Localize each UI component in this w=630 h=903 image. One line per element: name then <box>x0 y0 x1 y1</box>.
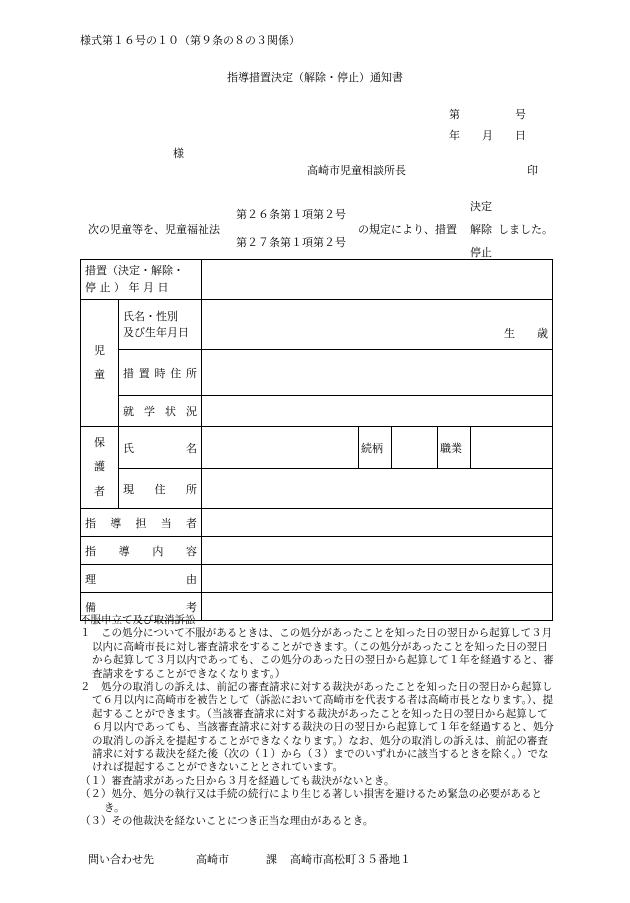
notice-middle: の規定により、措置 <box>358 223 457 236</box>
current-address-label: 現住所 <box>119 469 202 509</box>
measure-date-label: 措置（決定・解除・ 停 止 ） 年 月 日 <box>81 260 202 300</box>
document-number: 第 号 <box>449 108 526 121</box>
addressee-suffix: 様 <box>173 147 184 160</box>
measure-date-field[interactable] <box>202 260 553 300</box>
reason-label: 理由 <box>81 565 202 593</box>
school-status-label: 就学状況 <box>119 396 202 427</box>
child-address-label: 措置時住所 <box>119 350 202 396</box>
birth-age-suffix: 生 歳 <box>504 327 549 340</box>
notes-sub-1: （１）審査請求があった日から３月を経過しても裁決がないとき。 <box>80 774 395 787</box>
inquiry-city: 高崎市 <box>196 853 229 866</box>
notice-prefix: 次の児童等を、児童福祉法 <box>88 223 220 236</box>
guardian-name-field[interactable] <box>202 427 359 469</box>
child-group-label: 児 童 <box>81 300 119 427</box>
child-name-field[interactable] <box>202 300 553 350</box>
notes-heading: 不服申立て及び取消訴訟 <box>80 614 196 626</box>
option-decide: 決定 <box>470 200 492 213</box>
child-name-label: 氏名・性別 及び生年月日 <box>119 300 202 350</box>
occupation-label: 職業 <box>438 427 471 469</box>
measure-form-table <box>80 259 553 621</box>
guardian-group-label: 保 護 者 <box>81 427 119 509</box>
remarks-label: 備考 <box>81 593 202 621</box>
officer-label: 指導担当者 <box>81 509 202 537</box>
guardian-name-label: 氏名 <box>119 427 202 469</box>
notes-sub-3: （３）その他裁決を経ないことにつき正当な理由があるとき。 <box>80 815 374 828</box>
seal-mark: 印 <box>527 164 538 177</box>
occupation-field[interactable] <box>471 427 553 469</box>
current-address-field[interactable] <box>202 469 553 509</box>
reason-field[interactable] <box>202 565 553 593</box>
document-title: 指導措置決定（解除・停止）通知書 <box>227 71 403 84</box>
child-address-field[interactable] <box>202 350 553 396</box>
notes-sub-2: （２）処分、処分の執行又は手続の続行により生じる著しい損害を避けるため緊急の必要があるとき。 <box>80 788 542 814</box>
officer-field[interactable] <box>202 509 553 537</box>
issue-date: 年 月 日 <box>449 129 526 142</box>
notes-item-1: １ この処分について不服があるときは、この処分があったことを知った日の翌日から起算して３月以内に高崎市長に対し審査請求をすることができます。（この処分があったことを知った日の翌日から起算して３月以内であっても、この処分のあった日の翌日から起算して１年を経過すると、審査請求をすることができなくなります。） <box>80 627 554 680</box>
relation-field[interactable] <box>392 427 438 469</box>
inquiry-address: 高崎市高松町３５番地１ <box>290 853 411 866</box>
form-number: 様式第１６号の１０（第９条の８の３関係） <box>80 34 300 47</box>
content-field[interactable] <box>202 537 553 565</box>
article-option-27: 第２７条第１項第２号 <box>236 236 346 249</box>
notes-item-2: ２ 処分の取消しの訴えは、前記の審査請求に対する裁決があったことを知った日の翌日から起算して６月以内に高崎市を被告として（訴訟において高崎市を代表する者は高崎市長となります。）、提起することができます。（当該審査請求に対する裁決があったことを知った日の翌日から起算して６月以内であっても、当該審査請求に対する裁決の日の翌日から起算して１年を経過すると、処分の取消しの訴えを提起することができなくなります。）なお、処分の取消しの訴えは、前記の審査請求に対する裁決を経た後（次の（１）から（３）までのいずれかに該当するときを除く。）でなければ提起することができないこととされています。 <box>80 681 554 774</box>
content-label: 指導内容 <box>81 537 202 565</box>
inquiry-department: 課 <box>266 853 277 866</box>
relation-label: 続柄 <box>359 427 392 469</box>
notice-suffix: しました。 <box>498 223 553 236</box>
option-stop: 停止 <box>470 246 492 259</box>
appeal-notes <box>80 614 558 829</box>
inquiry-label: 問い合わせ先 <box>88 853 154 866</box>
sender-name: 高崎市児童相談所長 <box>307 164 406 177</box>
school-status-field[interactable] <box>202 396 553 427</box>
article-option-26: 第２６条第１項第２号 <box>236 208 346 221</box>
option-cancel: 解除 <box>470 223 492 236</box>
